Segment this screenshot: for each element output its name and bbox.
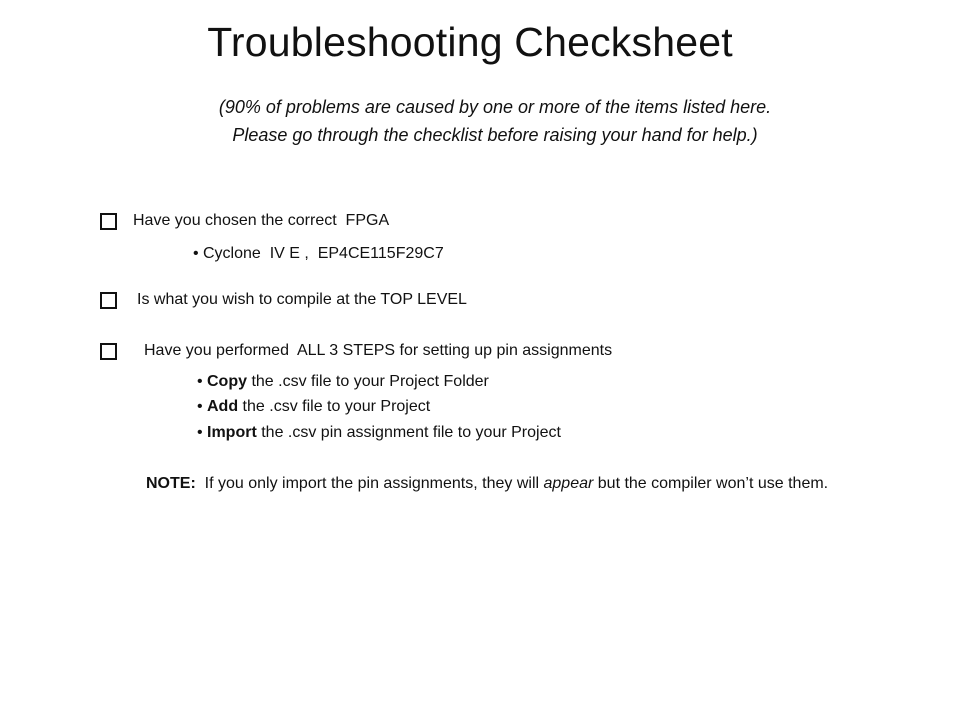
list-item-text: the .csv file to your Project Folder [247,373,489,390]
checkbox-icon[interactable] [100,213,117,230]
list-item-import [197,421,561,445]
checklist-item-label: Have you chosen the correct FPGA [133,212,390,229]
subtitle-line-1: (90% of problems are caused by one or more of the items listed here. [218,97,772,117]
checklist-item-top-level [100,285,467,315]
page-title: Troubleshooting Checksheet [207,19,733,65]
checkbox-icon[interactable] [100,343,117,360]
subtitle [0,93,960,149]
list-item-bold: Add [207,398,239,415]
note-text-after: but the compiler won’t use them. [593,475,829,492]
list-item-text: the .csv file to your Project [238,398,431,415]
checkbox-icon[interactable] [100,292,117,309]
note-emphasis: appear [543,475,594,492]
note-text-before: If you only import the pin assignments, they will [195,475,544,492]
checklist-item-label: Is what you wish to compile at the TOP LEVEL [137,291,467,308]
bullet-icon: • [193,245,199,262]
note-paragraph [146,471,866,496]
list-item-bold: Copy [207,373,247,390]
bullet-icon: • [197,373,203,390]
list-item-cyclone [193,242,444,266]
subtitle-line-2: Please go through the checklist before raising your hand for help.) [232,125,758,145]
list-item-text: Cyclone IV E , EP4CE115F29C7 [203,245,444,262]
bullet-icon: • [197,398,203,415]
list-item-bold: Import [207,424,257,441]
note-label: NOTE: [146,475,196,492]
list-item-copy [197,370,489,394]
checklist-item-pin-assignments [100,336,612,366]
list-item-add [197,395,430,419]
bullet-icon: • [197,424,203,441]
list-item-text: the .csv pin assignment file to your Project [256,424,561,441]
checklist-item-label: Have you performed ALL 3 STEPS for setting up pin assignments [144,342,613,359]
checklist-item-fpga [100,206,389,236]
